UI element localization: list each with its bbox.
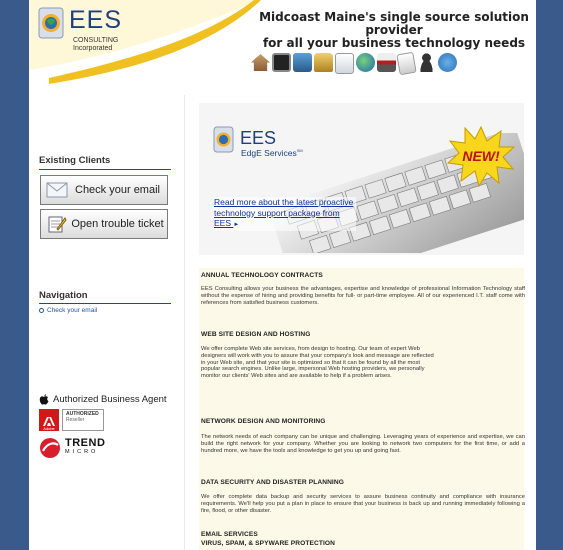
section-title: WEB SITE DESIGN AND HOSTING — [201, 331, 311, 338]
notepad-pencil-icon — [46, 215, 68, 233]
nav-item-check-email[interactable] — [39, 307, 97, 314]
sidebar — [29, 95, 179, 550]
page — [29, 0, 536, 550]
lock-icon — [314, 53, 333, 72]
trouble-ticket-label: Open trouble ticket — [71, 218, 164, 230]
check-email-label: Check your email — [75, 184, 160, 196]
trouble-ticket-button[interactable] — [40, 209, 168, 239]
adobe-badge-line-1: AUTHORIZED — [66, 411, 99, 417]
chat-bubble-icon — [438, 53, 457, 72]
adobe-label: Adobe — [43, 426, 55, 431]
service-icons — [251, 53, 501, 75]
trend-micro-ball-icon — [39, 437, 61, 459]
edge-services-link-text: Read more about the latest proactive technology support package from EES — [214, 197, 354, 228]
section-title: DATA SECURITY AND DISASTER PLANNING — [201, 479, 344, 486]
edge-logo-globe-icon — [213, 126, 235, 154]
trend-line-1: TREND — [65, 437, 106, 449]
section-title: ANNUAL TECHNOLOGY CONTRACTS — [201, 272, 323, 279]
adobe-authorized-reseller — [39, 409, 104, 431]
edge-logo-sub-text: EdgE Services — [241, 148, 297, 158]
edge-sm-mark: SM — [296, 148, 303, 154]
logo-subtitle: CONSULTING — [73, 37, 119, 44]
section-body: We offer complete data backup and security services to assure business continuity and compliance with insurance requirements. We'll help you put a plan in place to ensure that your business is back up and running immediately following a fire, flood, or other disaster. — [201, 494, 525, 514]
globe-icon — [356, 53, 375, 72]
header — [29, 0, 536, 92]
edge-services-link[interactable] — [214, 197, 356, 231]
trend-micro-logo — [39, 437, 105, 459]
apple-label: Authorized Business Agent — [53, 394, 167, 405]
section-divider — [39, 303, 171, 304]
envelope-icon — [46, 181, 68, 199]
new-burst-text: NEW! — [462, 148, 500, 164]
tagline-line-2: for all your business technology needs — [262, 36, 526, 50]
logo-globe-icon — [37, 6, 67, 42]
bullet-icon — [39, 308, 44, 313]
existing-clients-title: Existing Clients — [39, 155, 111, 166]
edge-logo-text: EES — [240, 128, 277, 148]
tagline — [254, 11, 534, 50]
services-article — [199, 268, 524, 550]
person-icon — [417, 53, 436, 72]
section-body: We offer complete Web site services, from design to hosting. Our team of expert Web designers will work with you to assure that your company's look and message are reflected in your Web site, and that your site is optimized so that it can be found by all the most popular search engines. Unlike large, impersonal Web hosting providers, we personally monitor our clients' Web sites and are available to help if a problem arises. — [201, 346, 434, 380]
main-content — [199, 95, 529, 550]
section-title: VIRUS, SPAM, & SPYWARE PROTECTION — [201, 540, 335, 547]
monitor-icon — [272, 53, 291, 72]
trend-micro-text — [65, 439, 105, 457]
apple-logo-icon — [39, 394, 49, 405]
adobe-badge-text — [62, 409, 104, 431]
printer-icon — [377, 53, 396, 72]
new-starburst-icon — [447, 125, 515, 187]
section-title: EMAIL SERVICES — [201, 531, 258, 538]
edge-services-banner[interactable] — [199, 103, 524, 255]
vertical-divider — [184, 95, 185, 550]
section-body: The network needs of each company can be unique and challenging. Leveraging years of experience and expertise, we can build the right network for your company. Whether you are looking to network two computers for the first time, or add a hundred more, we have the tools and knowledge to get you up and going fast. — [201, 434, 525, 454]
logo-subtitle-2: Incorporated — [73, 45, 113, 52]
document-icon — [396, 52, 416, 76]
mail-icon — [335, 53, 354, 74]
nav-item-label: Check your email — [47, 307, 98, 314]
edge-logo-sub — [241, 148, 303, 158]
adobe-badge-line-2: Reseller — [66, 417, 85, 423]
section-body: EES Consulting allows your business the advantages, expertise and knowledge of professional Information Technology staff without the expense of hiring and providing benefits for full- or part-time employee. All of our experienced I.T. staff come with references from satisfied business customers. — [201, 286, 525, 306]
section-divider — [39, 169, 171, 170]
apple-authorized-agent — [39, 394, 167, 405]
logo-text: EES — [69, 6, 123, 34]
house-icon — [251, 53, 270, 72]
trend-line-2: MICRO — [65, 449, 99, 455]
section-title: NETWORK DESIGN AND MONITORING — [201, 418, 326, 425]
navigation-title: Navigation — [39, 290, 88, 301]
tagline-line-1: Midcoast Maine's single source solution provider — [259, 10, 529, 37]
arrow-right-icon: ► — [233, 222, 240, 228]
network-icon — [293, 53, 312, 72]
check-email-button[interactable] — [40, 175, 168, 205]
adobe-logo-icon — [39, 409, 59, 431]
